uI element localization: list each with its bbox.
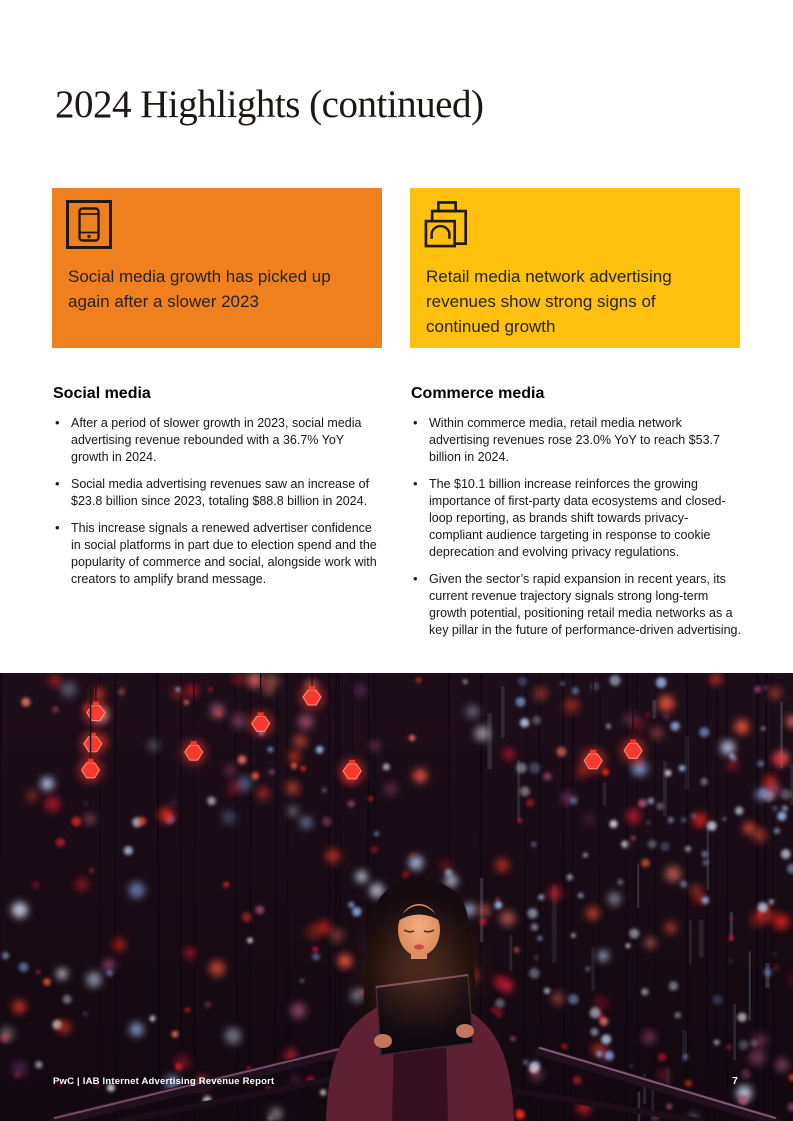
- callout-retail-media: [410, 188, 740, 348]
- footer-text: PwC | IAB Internet Advertising Revenue Report: [53, 1075, 275, 1087]
- bullet-item: • After a period of slower growth in 2023, social media advertising revenue rebounded with a 36.7% YoY growth in 2024.: [53, 415, 383, 466]
- callout-text: Retail media network advertising revenues show strong signs of continued growth: [426, 267, 672, 336]
- callout-social-media: [52, 188, 382, 348]
- content-columns: [53, 384, 741, 649]
- bullet-list: [411, 415, 741, 639]
- bullet-list: [53, 415, 383, 588]
- section-social-media: [53, 384, 383, 649]
- callout-row: [52, 188, 740, 348]
- page-footer: [53, 1075, 738, 1087]
- hero-photo: [0, 673, 793, 1121]
- hero-photo-art: [0, 673, 793, 1121]
- smartphone-icon: [66, 200, 112, 249]
- bullet-item: • Social media advertising revenues saw an increase of $23.8 billion since 2023, totaling $88.8 billion in 2024.: [53, 476, 383, 510]
- bullet-item: • The $10.1 billion increase reinforces the growing importance of first-party data ecosystems and closed-loop reporting, as brands shift towards privacy-compliant audience targeting in response to cookie deprecation and evolving privacy regulations.: [411, 476, 741, 561]
- callout-text: Social media growth has picked up again after a slower 2023: [68, 267, 331, 311]
- section-heading: Commerce media: [411, 385, 545, 402]
- shopping-bag-icon: [424, 200, 470, 249]
- page-title: 2024 Highlights (continued): [55, 83, 484, 126]
- section-commerce-media: [411, 384, 741, 649]
- page-number: 7: [732, 1075, 738, 1087]
- bullet-item: • This increase signals a renewed advertiser confidence in social platforms in part due to election spend and the popularity of commerce and social, alongside work with creators to amplify brand message.: [53, 520, 383, 588]
- bullet-item: • Within commerce media, retail media network advertising revenues rose 23.0% YoY to reach $53.7 billion in 2024.: [411, 415, 741, 466]
- bullet-item: • Given the sector’s rapid expansion in recent years, its current revenue trajectory signals strong long-term growth potential, positioning retail media networks as a key pillar in the future of performance-driven advertising.: [411, 571, 741, 639]
- section-heading: Social media: [53, 385, 151, 402]
